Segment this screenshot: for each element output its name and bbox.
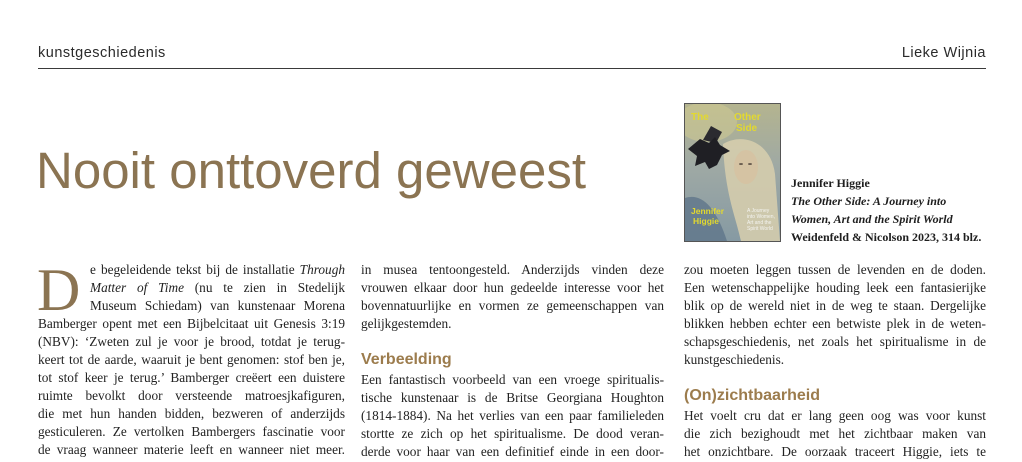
text-run: het onzichtbare. De oorzaak traceert Higgie, iets te — [684, 444, 986, 459]
cover-subtitle-line: Art and the — [747, 220, 772, 226]
cover-author-word: Jennifer — [691, 206, 725, 216]
body-line — [38, 387, 345, 405]
body-line — [361, 371, 664, 389]
body-line — [38, 423, 345, 441]
body-line — [38, 441, 345, 459]
body-line — [361, 315, 664, 333]
book-title-line: The Other Side: A Journey into — [791, 194, 947, 208]
text-run: in musea tentoongesteld. Anderzijds vinden deze — [361, 262, 664, 277]
body-line — [38, 333, 345, 351]
body-line — [684, 425, 986, 443]
article-title: Nooit onttoverd geweest — [36, 142, 586, 199]
text-run: die met hun handen bidden, bezweren of anderzijds — [38, 406, 345, 421]
text-run: derde voor haar van een definitief einde in een door- — [361, 444, 664, 459]
text-run: (1814-1884). Na het verlies van een paar familieleden — [361, 408, 664, 423]
body-line — [684, 407, 986, 425]
body-line — [684, 351, 986, 369]
book-author: Jennifer Higgie — [791, 176, 870, 190]
cover-title-word: Side — [736, 123, 758, 134]
text-run: Bamberger opent met een Bijbelcitaat uit Genesis 3:19 — [38, 316, 345, 331]
body-line — [38, 297, 345, 315]
text-run: kunstgeschiedenis. — [684, 352, 785, 367]
body-line — [684, 261, 986, 279]
body-line — [684, 315, 986, 333]
body-line — [684, 297, 986, 315]
italic-text: Matter of Time — [90, 280, 184, 295]
text-run: schapsgeschiedenis, net zoals het spiritualisme in de — [684, 334, 986, 349]
text-run: e begeleidende tekst bij de installatie — [90, 262, 300, 277]
cover-subtitle-line: into Women, — [747, 214, 775, 220]
book-title-line: Women, Art and the Spirit World — [791, 212, 953, 226]
italic-text: Through — [299, 262, 345, 277]
body-line — [361, 425, 664, 443]
cover-author-word: Higgie — [693, 216, 719, 226]
book-cover — [684, 103, 781, 242]
section-heading: Verbeelding — [361, 351, 452, 368]
body-line — [38, 279, 345, 297]
body-line — [38, 315, 345, 333]
text-run: gesticuleren. Ze vertolken Bambergers fascinatie voor — [38, 424, 345, 439]
text-run: bovennatuurlijke en vormen ze gemeenschappen van — [361, 298, 664, 313]
cover-title-word: Other — [734, 112, 761, 123]
text-run: (NBV): ‘Zweten zul je voor je brood, totdat je terug- — [38, 334, 345, 349]
body-line — [38, 351, 345, 369]
text-run: Museum Schiedam) van kunstenaar Morena — [90, 298, 345, 313]
eye-shape — [748, 163, 752, 165]
eye-shape — [739, 163, 743, 165]
text-run: tot stof keer je terug.’ Bamberger creëert een duistere — [38, 370, 345, 385]
article-column — [361, 261, 664, 461]
article-column — [37, 257, 345, 459]
body-line — [684, 333, 986, 351]
text-run: zou moeten leggen tussen de levenden en de doden. — [684, 262, 986, 277]
body-line — [38, 261, 345, 279]
body-line — [361, 443, 664, 461]
cover-subtitle — [747, 208, 775, 232]
cover-subtitle-line: A Journey — [747, 208, 770, 214]
body-line — [361, 297, 664, 315]
section-heading: (On)zichtbaarheid — [684, 387, 821, 404]
drop-cap: D — [37, 257, 81, 323]
cover-subtitle-line: Spirit World — [747, 226, 773, 232]
body-line — [361, 389, 664, 407]
text-run: keert tot de aarde, waaruit je bent genomen: stof ben je, — [38, 352, 345, 367]
face-shape — [734, 150, 758, 184]
body-line — [361, 407, 664, 425]
article-column — [684, 261, 986, 461]
text-run: gelijkgestemden. — [361, 316, 452, 331]
text-run: Een wetenschappelijke houding leek een fantasierijke — [684, 280, 986, 295]
text-run: blikken hebben echter een betwiste plek in de weten- — [684, 316, 986, 331]
text-run: die zich bezighoudt met het zichtbaar maken van — [684, 426, 986, 441]
body-line — [38, 369, 345, 387]
text-run: Een fantastisch voorbeeld van een vroege spiritualis- — [361, 372, 664, 387]
body-line — [684, 279, 986, 297]
header-rule — [38, 68, 986, 69]
book-caption — [791, 174, 981, 246]
text-run: de vraag wanneer materie leeft en wanneer niet meer. — [38, 442, 345, 457]
text-run: stortte ze zich op het spiritualisme. De dood veran- — [361, 426, 664, 441]
author-name: Lieke Wijnia — [901, 45, 986, 61]
text-run: tische kunstenaar is de Britse Georgiana Houghton — [361, 390, 664, 405]
text-run: Het voelt cru dat er lang geen oog was voor kunst — [684, 408, 986, 423]
book-publication: Weidenfeld & Nicolson 2023, 314 blz. — [791, 230, 982, 244]
body-line — [38, 405, 345, 423]
body-line — [361, 279, 664, 297]
body-line — [361, 261, 664, 279]
section-label: kunstgeschiedenis — [38, 45, 166, 61]
text-run: blik op de wereld niet in de weg te staan. Dergelijke — [684, 298, 986, 313]
body-line — [684, 443, 986, 461]
text-run: ruimte bevolkt door versteende matroesjkafiguren, — [38, 388, 345, 403]
text-run: vrouwen elkaar door hun gedeelde interesse voor het — [361, 280, 664, 295]
text-run: (nu te zien in Stedelijk — [183, 280, 345, 295]
cover-title-word: The — [691, 112, 709, 123]
